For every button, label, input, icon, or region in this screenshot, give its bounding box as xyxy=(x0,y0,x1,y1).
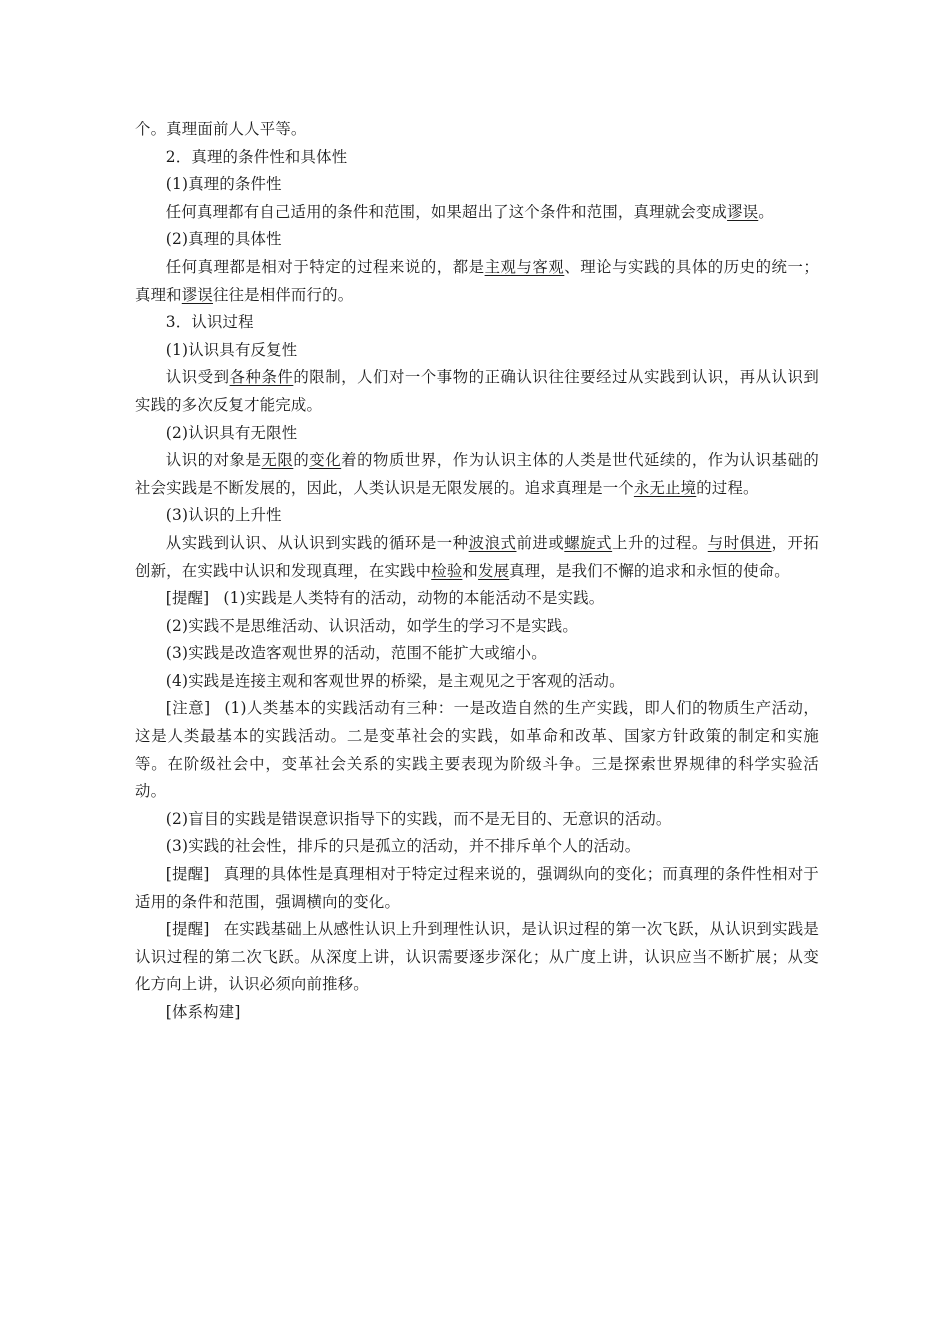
section-heading-truth-conditions: 2．真理的条件性和具体性 xyxy=(165,147,348,166)
answer-blank: 各种条件 xyxy=(229,368,294,387)
note-item: (2)盲目的实践是错误意识指导下的实践，而不是无目的、无意识的活动。 xyxy=(165,809,672,828)
subheading-truth-conditionality: (1)真理的条件性 xyxy=(165,175,282,194)
note-tag: [提醒] xyxy=(165,920,210,939)
paragraph-infiniteness: 认识的对象是无限的变化着的物质世界，作为认识主体的人类是世代延续的，作为认识基础的社会实践是不断发展的，因此，人类认识是无限发展的。追求真理是一个永无止境的过程。 xyxy=(135,451,820,497)
answer-blank: 检验 xyxy=(431,561,463,580)
subheading-infiniteness: (2)认识具有无限性 xyxy=(165,423,298,442)
note-reminder-practice: [提醒] (1)实践是人类特有的活动，动物的本能活动不是实践。 xyxy=(165,589,605,608)
subheading-repetitiveness: (1)认识具有反复性 xyxy=(165,340,298,359)
answer-blank: 谬误 xyxy=(727,202,759,221)
answer-blank: 变化 xyxy=(309,451,342,470)
answer-blank: 螺旋式 xyxy=(564,533,613,552)
paragraph-truth-concreteness: 任何真理都是相对于特定的过程来说的，都是主观与客观、理论与实践的具体的历史的统一；真理和谬误往往是相伴而行的。 xyxy=(135,257,819,304)
subheading-ascending: (3)认识的上升性 xyxy=(165,506,282,525)
document-page xyxy=(135,116,819,1027)
answer-blank: 主观与客观 xyxy=(484,257,565,276)
answer-blank: 永无止境 xyxy=(633,478,697,497)
answer-blank: 波浪式 xyxy=(468,533,517,552)
note-tag: [提醒] xyxy=(165,589,210,608)
subheading-truth-concreteness: (2)真理的具体性 xyxy=(165,230,282,249)
note-attention: [注意] (1)人类基本的实践活动有三种：一是改造自然的生产实践，即人们的物质生产活动，这是人类最基本的实践活动。二是变革社会的实践，如革命和改革、国家方针政策的制定和实施等。在阶级社会中，变革社会关系的实践主要表现为阶级斗争。三是探索世界规律的科学实验活动。 xyxy=(135,699,819,801)
paragraph-ascending: 从实践到认识、从认识到实践的循环是一种波浪式前进或螺旋式上升的过程。与时俱进，开拓创新，在实践中认识和发现真理，在实践中检验和发展真理，是我们不懈的追求和永恒的使命。 xyxy=(135,533,819,580)
answer-blank: 与时俱进 xyxy=(707,533,772,552)
paragraph-repetitiveness: 认识受到各种条件的限制，人们对一个事物的正确认识往往要经过从实践到认识，再从认识到实践的多次反复才能完成。 xyxy=(135,368,819,414)
note-item: (4)实践是连接主观和客观世界的桥梁，是主观见之于客观的活动。 xyxy=(165,671,625,690)
note-item: (3)实践的社会性，排斥的只是孤立的活动，并不排斥单个人的活动。 xyxy=(165,837,641,856)
answer-blank: 发展 xyxy=(478,561,510,580)
note-tag: [注意] xyxy=(165,699,211,718)
answer-blank: 谬误 xyxy=(181,285,213,304)
section-heading-cognition-process: 3．认识过程 xyxy=(165,313,254,332)
note-reminder-leap: [提醒] 在实践基础上从感性认识上升到理性认识，是认识过程的第一次飞跃，从认识到实践是认识过程的第二次飞跃。从深度上讲，认识需要逐步深化；从广度上讲，认识应当不断扩展；从变化方向上讲，认识必须向前推移。 xyxy=(135,920,819,994)
answer-blank: 无限 xyxy=(261,451,294,470)
note-item: (3)实践是改造客观世界的活动，范围不能扩大或缩小。 xyxy=(165,644,547,663)
paragraph-truth-conditionality: 任何真理都有自己适用的条件和范围，如果超出了这个条件和范围，真理就会变成谬误。 xyxy=(165,202,774,221)
note-tag: [提醒] xyxy=(165,865,210,884)
note-item: (2)实践不是思维活动、认识活动，如学生的学习不是实践。 xyxy=(165,616,578,635)
note-reminder-concreteness: [提醒] 真理的具体性是真理相对于特定过程来说的，强调纵向的变化；而真理的条件性相对于适用的条件和范围，强调横向的变化。 xyxy=(135,865,819,911)
section-system-construction: [体系构建] xyxy=(165,1003,241,1021)
paragraph-continuation: 个。真理面前人人平等。 xyxy=(135,120,307,138)
